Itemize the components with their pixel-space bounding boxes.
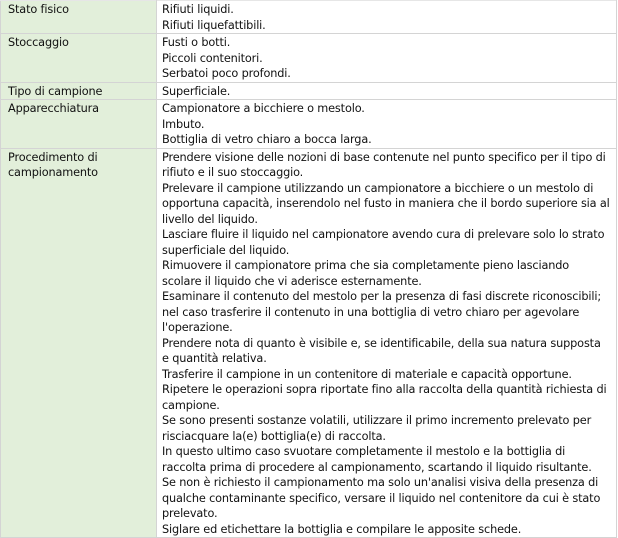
procedure-step: Se sono presenti sostanze volatili, utilizzare il primo incremento prelevato per risciacquare la(e) bottiglia(e) di raccolta.	[162, 414, 592, 443]
row-label: Stoccaggio	[1, 34, 157, 83]
value-line: Rifiuti liquefattibili.	[162, 18, 266, 32]
value-line: Piccoli contenitori.	[162, 51, 263, 65]
value-line: Imbuto.	[162, 117, 205, 131]
table-row-apparecchiatura	[1, 100, 617, 149]
row-value	[157, 1, 617, 34]
procedure-step: Rimuovere il campionatore prima che sia completamente pieno lasciando scolare il liquido che vi aderisce esternamente.	[162, 259, 570, 288]
procedure-step: Trasferire il campione in un contenitore di materiale e capacità opportune.	[162, 367, 572, 381]
procedure-step: In questo ultimo caso svuotare completamente il mestolo e la bottiglia di raccolta prima di procedere al campionamento, scartando il liquido risultante.	[162, 445, 592, 474]
value-line: Fusti o botti.	[162, 36, 231, 49]
procedure-step: Se non è richiesto il campionamento ma solo un'analisi visiva della presenza di qualche contaminante specifico, versare il liquido nel contenitore da cui è stato prelevato.	[162, 476, 601, 520]
table-row-stoccaggio	[1, 34, 617, 83]
value-line: Superficiale.	[162, 84, 231, 98]
table-row-procedimento	[1, 148, 617, 538]
value-line: Bottiglia di vetro chiaro a bocca larga.	[162, 133, 372, 146]
row-value	[157, 34, 617, 83]
row-label: Procedimento di campionamento	[1, 148, 157, 538]
table-row-stato-fisico	[1, 1, 617, 34]
row-value	[157, 148, 617, 538]
procedure-step: Prelevare il campione utilizzando un campionatore a bicchiere o un mestolo di opportuna capacità, inserendolo nel fusto in maniera che il bordo superiore sia al livello del liquido.	[162, 181, 610, 226]
procedure-step: Siglare ed etichettare la bottiglia e compilare le apposite schede.	[162, 522, 522, 536]
procedure-step: Prendere nota di quanto è visibile e, se identificabile, della sua natura supposta e quantità relativa.	[162, 336, 601, 365]
value-line: Rifiuti liquidi.	[162, 3, 234, 16]
row-label: Apparecchiatura	[1, 100, 157, 149]
procedure-step: Esaminare il contenuto del mestolo per la presenza di fasi discrete riconoscibili; nel caso trasferire il contenuto in una bottiglia di vetro chiaro per agevolare l'operazione.	[162, 290, 601, 334]
procedure-step: Ripetere le operazioni sopra riportate fino alla raccolta della quantità richiesta di campione.	[162, 383, 607, 412]
value-line: Serbatoi poco profondi.	[162, 67, 291, 80]
row-label: Stato fisico	[1, 1, 157, 34]
row-label: Tipo di campione	[1, 82, 157, 100]
procedure-step: Prendere visione delle nozioni di base contenute nel punto specifico per il tipo di rifiuto e il suo stoccaggio.	[162, 150, 606, 179]
row-value	[157, 100, 617, 149]
value-line: Campionatore a bicchiere o mestolo.	[162, 102, 365, 115]
row-value	[157, 82, 617, 100]
procedure-step: Lasciare fluire il liquido nel campionatore avendo cura di prelevare solo lo strato superficiale del liquido.	[162, 228, 605, 257]
table-row-tipo-di-campione	[1, 82, 617, 100]
